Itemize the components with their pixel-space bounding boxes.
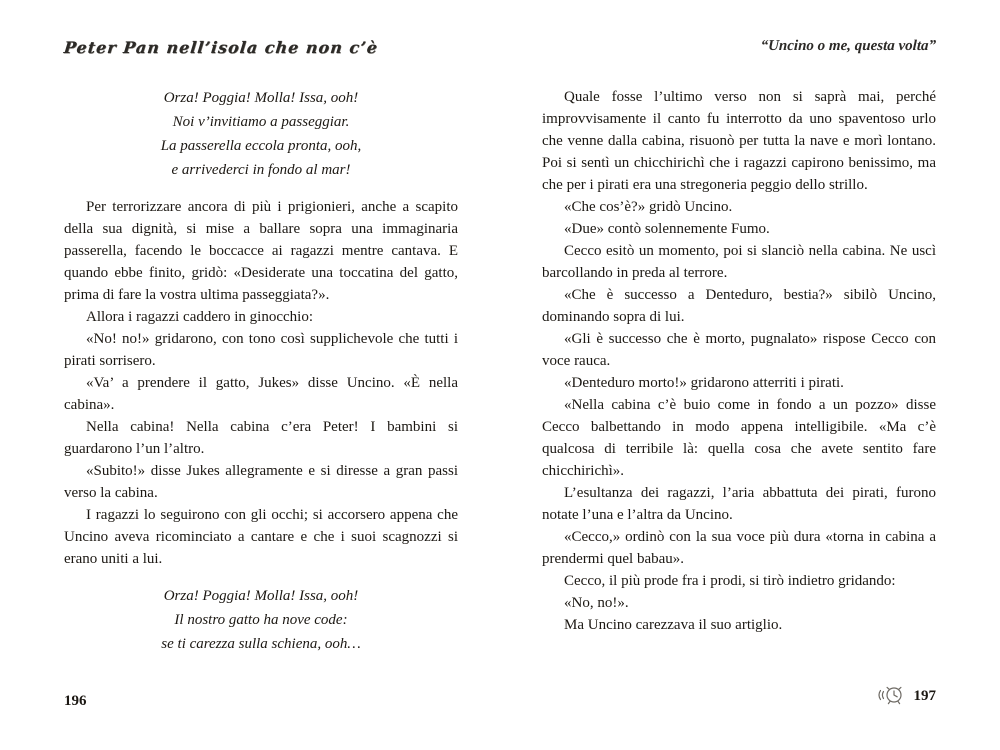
paragraph: «Subito!» disse Jukes allegramente e si diresse a gran passi verso la cabina.: [64, 463, 458, 501]
book-title-running-head: Peter Pan nell’isola che non c’è: [63, 38, 379, 57]
paragraph: «Che cos’è?» gridò Uncino.: [564, 199, 733, 215]
song-verse-1: [64, 86, 458, 182]
left-page-footer: [64, 693, 458, 710]
paragraph: «Gli è successo che è morto, pugnalato» rispose Cecco con voce rauca.: [542, 331, 936, 369]
paragraph: «No, no!».: [564, 595, 629, 611]
left-page-content: [64, 86, 458, 656]
paragraph: Ma Uncino carezzava il suo artiglio.: [564, 617, 783, 633]
paragraph: «Che è successo a Denteduro, bestia?» sibilò Uncino, dominando sopra di lui.: [542, 287, 936, 325]
page-number-left: 196: [64, 693, 87, 709]
paragraph: Quale fosse l’ultimo verso non si saprà mai, perché improvvisamente il canto fu interrotto da uno spaventoso urlo che venne dalla cabina, risuonò per tutta la nave e morì lontano. Poi si sentì un chicchirichì che i ragazzi capirono benissimo, ma che per i pirati era una stregoneria peggio dello strillo.: [542, 89, 936, 193]
verse-line: La passerella eccola pronta, ooh,: [160, 138, 362, 154]
paragraph: Nella cabina! Nella cabina c’era Peter! I bambini si guardarono l’un l’altro.: [64, 419, 458, 457]
paragraph: Per terrorizzare ancora di più i prigionieri, anche a scapito della sua dignità, si mise a ballare sopra una immaginaria passerella, facendo le boccacce ai ragazzi mentre cantava. E quando ebbe finito, gridò: «Desiderate una toccatina del gatto, prima di fare la vostra ultima passeggiata?».: [64, 199, 458, 303]
verse-line: Orza! Poggia! Molla! Issa, ooh!: [163, 90, 359, 106]
page-number-right: 197: [913, 688, 936, 704]
paragraph: «No! no!» gridarono, con tono così supplichevole che tutti i pirati sorrisero.: [64, 331, 458, 369]
paragraph: Cecco, il più prode fra i prodi, si tirò indietro gridando:: [564, 573, 896, 589]
paragraph: Allora i ragazzi caddero in ginocchio:: [86, 309, 313, 325]
right-page: [542, 0, 936, 750]
alarm-clock-icon: [876, 683, 906, 710]
paragraph: «Va’ a prendere il gatto, Jukes» disse Uncino. «È nella cabina».: [64, 375, 458, 413]
left-page: [64, 0, 458, 750]
paragraph: L’esultanza dei ragazzi, l’aria abbattuta dei pirati, furono notate l’una e l’altra da Uncino.: [542, 485, 936, 523]
paragraph: Cecco esitò un momento, poi si slanciò nella cabina. Ne uscì barcollando in preda al terrore.: [542, 243, 936, 281]
right-page-footer: [542, 683, 936, 710]
song-verse-2: [64, 584, 458, 656]
verse-line: Orza! Poggia! Molla! Issa, ooh!: [163, 588, 359, 604]
paragraph: «Nella cabina c’è buio come in fondo a un pozzo» disse Cecco balbettando in modo appena intelligibile. «Ma c’è qualcosa di terribile là: quella cosa che avete sentito fare chicchirichì».: [542, 397, 936, 479]
verse-line: e arrivederci in fondo al mar!: [171, 162, 351, 178]
right-page-content: [542, 86, 936, 636]
paragraph: I ragazzi lo seguirono con gli occhi; si accorsero appena che Uncino aveva ricominciato a cantare e che i suoi scagnozzi si erano uniti a lui.: [64, 507, 458, 567]
verse-line: Il nostro gatto ha nove code:: [174, 612, 348, 628]
verse-line: Noi v’invitiamo a passeggiar.: [172, 114, 350, 130]
chapter-title-running-head: “Uncino o me, questa volta”: [760, 38, 937, 54]
paragraph: «Denteduro morto!» gridarono atterriti i pirati.: [564, 375, 844, 391]
paragraph: «Due» contò solennemente Fumo.: [564, 221, 770, 237]
verse-line: se ti carezza sulla schiena, ooh…: [161, 636, 361, 652]
paragraph: «Cecco,» ordinò con la sua voce più dura «torna in cabina a prendermi quel babau».: [542, 529, 936, 567]
